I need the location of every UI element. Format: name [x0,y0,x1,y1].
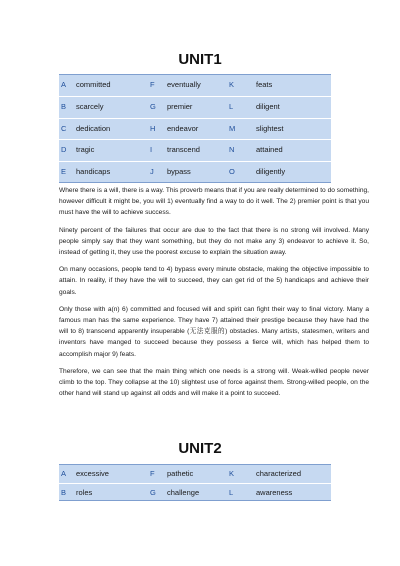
option-letter: O [229,166,235,176]
word-bank-row [59,118,331,139]
option-word: slightest [256,123,284,133]
option-letter: L [229,102,234,112]
option-letter: B [61,487,67,497]
option-letter: C [61,123,67,133]
option-letter: A [61,80,67,89]
option-word: feats [256,80,273,89]
option-letter: I [150,145,153,155]
option-letter: K [229,469,235,478]
option-word: diligent [256,102,280,112]
unit2-title: UNIT2 [178,440,222,457]
option-word: diligently [256,166,286,176]
word-bank-row [59,75,331,96]
option-word: premier [167,102,193,112]
option-word: bypass [167,166,191,176]
option-letter: K [229,80,235,89]
unit2-word-bank [59,464,331,501]
option-word: excessive [76,469,109,478]
option-letter: M [229,123,236,133]
option-letter: G [150,487,156,497]
option-letter: E [61,166,67,176]
paragraph: Only those with a(n) 6) committed and focused will and spirit can fight their way to final victory. Many a famous man has the same experience. They have 7) attained their prestige because they have had the will to 8) transcend apparently insuperable (无法克服的) obstacles. Many artists, statesmen, writers and inventors have manged to succeed because they possess a fierce will, which has helped them to accomplish major 9) feats. [59,305,369,358]
option-letter: A [61,469,67,478]
option-word: scarcely [76,102,104,112]
option-word: roles [76,487,93,497]
option-word: characterized [256,469,302,478]
word-bank-row [59,96,331,117]
option-letter: J [150,166,154,176]
option-letter: F [150,469,155,478]
unit1-passage [59,185,369,405]
option-word: committed [76,80,111,89]
option-word: tragic [76,145,95,155]
unit1-title: UNIT1 [178,51,222,68]
option-letter: H [150,123,156,133]
option-letter: G [150,102,156,112]
option-word: eventually [167,80,201,89]
option-word: handicaps [76,166,111,176]
option-word: transcend [167,145,200,155]
option-word: dedication [76,123,111,133]
word-bank-row [59,161,331,182]
word-bank-row [59,139,331,160]
option-word: awareness [256,487,293,497]
paragraph: Therefore, we can see that the main thing which one needs is a strong will. Weak-willed people never climb to the top. They collapse at the 10) slightest use of force against them. Strong-willed people, on the other hand will stand up against all odds and will make it a point to succeed. [59,367,369,398]
word-bank-row [59,465,331,483]
option-word: attained [256,145,283,155]
option-letter: F [150,80,155,89]
option-word: pathetic [167,469,194,478]
option-letter: D [61,145,67,155]
option-letter: L [229,487,234,497]
paragraph: Ninety percent of the failures that occur are due to the fact that there is no strong will involved. Many people simply say that they want something, but they do not make any 3) endeavor to achieve it. So, instead of getting it, they use the poorest excuse to explain the situation away. [59,226,369,257]
paragraph: On many occasions, people tend to 4) bypass every minute obstacle, making the objective impossible to attain. In reality, if they have the will to succeed, they can get rid of the 5) handicaps and achieve their goals. [59,266,369,296]
option-letter: N [229,145,235,155]
option-word: endeavor [167,123,199,133]
word-bank-row [59,483,331,501]
paragraph: Where there is a will, there is a way. This proverb means that if you are really determined to do something, however difficult it might be, you will 1) eventually find a way to do it well. The 2) premier point is that you must have the will to achieve success. [59,187,369,217]
option-letter: B [61,102,67,112]
unit1-word-bank [59,74,331,183]
option-word: challenge [167,487,200,497]
